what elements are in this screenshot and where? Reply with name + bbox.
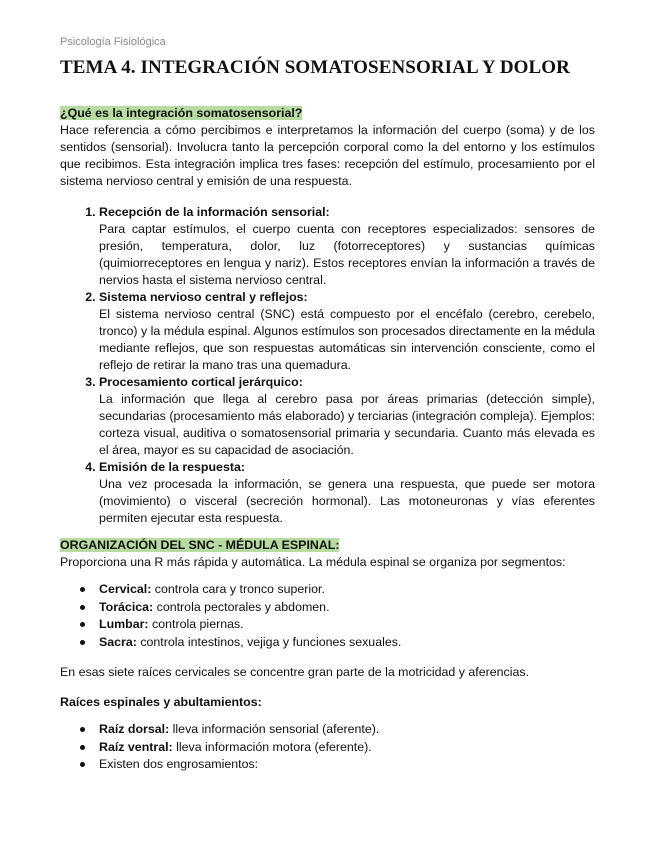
segment-term: Torácica:: [99, 599, 154, 614]
phase-title: 1. Recepción de la información sensorial:: [99, 205, 330, 219]
segment-desc: controla cara y tronco superior.: [151, 582, 325, 596]
phase-text: Una vez procesada la información, se genera una respuesta, que puede ser motora (movimiento) o visceral (secreción hormonal). Las motoneuronas y vías eferentes permiten ejecutar esta respuesta.: [99, 477, 595, 525]
phase-text: Para captar estímulos, el cuerpo cuenta con receptores especializados: sensores de presión, temperatura, dolor, luz (fotorreceptores) y sustancias químicas (quimiorreceptores en lengua y nariz). Estos receptores envían la información a través de nervios hasta el sistema nervioso central.: [99, 222, 595, 287]
section1-heading-line: [60, 105, 595, 122]
page-header-subject: Psicología Fisiológica: [60, 36, 166, 48]
section1-heading: ¿Qué es la integración somatosensorial?: [60, 106, 303, 120]
phase-title: 3. Procesamiento cortical jerárquico:: [99, 375, 303, 389]
segment-desc: controla pectorales y abdomen.: [153, 599, 330, 614]
root-desc: Existen dos engrosamientos:: [99, 757, 259, 771]
section1-intro: Hace referencia a cómo percibimos e interpretamos la información del cuerpo (soma) y de los sentidos (sensorial). Involucra tanto la percepción corporal como la del entorno y los estímulos que recibimos. Esta integración implica tres fases: recepción del estímulo, procesamiento por el sistema nervioso central y emisión de una respuesta.: [60, 123, 595, 188]
root-term: Raíz ventral:: [99, 739, 173, 754]
section2-heading-line: [60, 537, 595, 554]
section2-heading: ORGANIZACIÓN DEL SNC - MÉDULA ESPINAL:: [60, 538, 340, 552]
phase-text: El sistema nervioso central (SNC) está compuesto por el encéfalo (cerebro, cerebelo, tronco) y la médula espinal. Algunos estímulos son procesados directamente en la médula mediante reflejos, que son respuestas automáticas sin intervención consciente, como el reflejo de retirar la mano tras una quemadura.: [99, 307, 595, 372]
segment-term: Sacra:: [99, 634, 137, 649]
list-item: [99, 634, 595, 652]
list-item: [99, 599, 595, 617]
phase-title: 4. Emisión de la respuesta:: [99, 460, 245, 474]
phase-item: [99, 204, 595, 289]
section2-note: En esas siete raíces cervicales se concentre gran parte de la motricidad y aferencias.: [60, 665, 530, 679]
segment-desc: controla intestinos, vejiga y funciones sexuales.: [136, 634, 402, 649]
root-desc: lleva información motora (eferente).: [172, 739, 372, 754]
list-item: [99, 581, 595, 599]
phase-item: [99, 289, 595, 374]
roots-heading: Raíces espinales y abultamientos:: [60, 695, 262, 709]
phase-text: La información que llega al cerebro pasa por áreas primarias (detección simple), secundarias (procesamiento más elaborado) y terciarias (integración compleja). Ejemplos: corteza visual, auditiva o somatosensorial primaria y secundaria. Cuanto más elevada es el área, mayor es su capacidad de asociación.: [99, 392, 595, 457]
list-item: [99, 721, 595, 739]
list-item: [99, 616, 595, 634]
root-desc: lleva información sensorial (aferente).: [169, 722, 380, 736]
segment-term: Cervical:: [99, 582, 152, 596]
segment-desc: controla piernas.: [148, 617, 244, 631]
phases-list: [60, 204, 595, 527]
section2-intro: Proporciona una R más rápida y automática. La médula espinal se organiza por segmentos:: [60, 555, 566, 569]
roots-list: [60, 721, 595, 774]
list-item: [99, 756, 595, 774]
phase-title: 2. Sistema nervioso central y reflejos:: [99, 290, 308, 304]
list-item: [99, 739, 595, 757]
segment-term: Lumbar:: [99, 617, 149, 631]
document-title: TEMA 4. INTEGRACIÓN SOMATOSENSORIAL Y DOLOR: [60, 57, 570, 78]
phase-item: [99, 459, 595, 527]
phase-item: [99, 374, 595, 459]
segments-list: [60, 581, 595, 651]
root-term: Raíz dorsal:: [99, 722, 170, 736]
